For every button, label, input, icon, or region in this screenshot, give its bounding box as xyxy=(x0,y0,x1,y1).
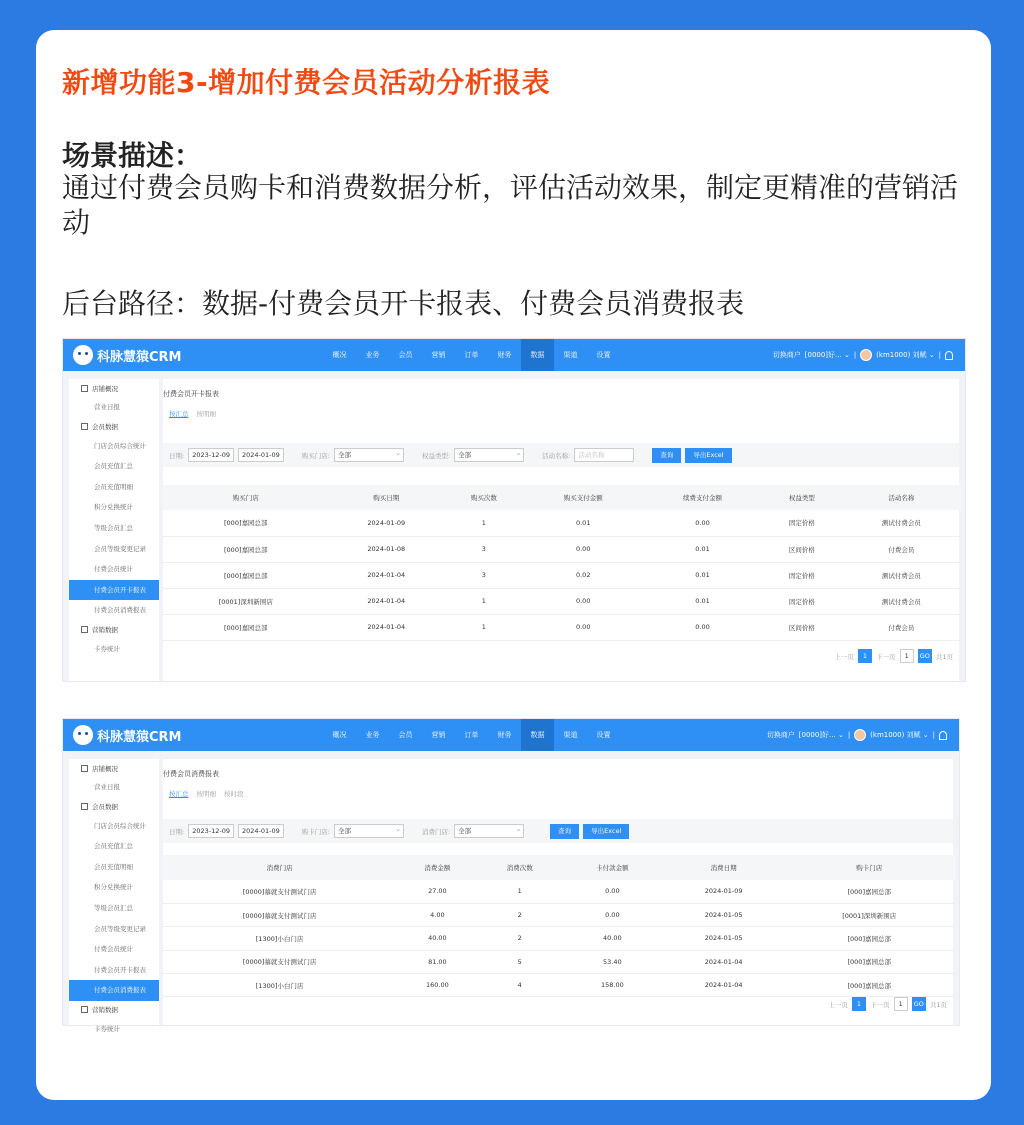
sidebar-item[interactable]: 卡券统计 xyxy=(94,644,120,653)
table-cell: 5 xyxy=(479,950,561,973)
user-menu[interactable]: (km1000) 刘赋 ⌄ xyxy=(876,351,935,359)
date-to-input[interactable]: 2024-01-09 xyxy=(238,824,284,838)
column-header[interactable]: 消费次数 xyxy=(479,855,561,880)
export-button[interactable]: 导出Excel xyxy=(583,824,629,839)
sidebar-item[interactable]: 会员充值汇总 xyxy=(94,842,133,851)
column-header[interactable]: 续费支付金额 xyxy=(643,485,762,510)
table-cell: 81.00 xyxy=(396,950,478,973)
sidebar-item[interactable]: 会员充值明细 xyxy=(94,482,133,491)
type-label: 权益类型: xyxy=(421,451,451,460)
sidebar-item[interactable]: 会员充值汇总 xyxy=(94,462,133,471)
report-content xyxy=(163,379,959,681)
page-number[interactable]: 1 xyxy=(852,997,866,1011)
table-cell: 2024-01-04 xyxy=(329,562,445,588)
divider: | xyxy=(932,731,935,739)
table-cell: 2024-01-04 xyxy=(664,974,784,997)
nav-item[interactable]: 会员 xyxy=(398,351,413,359)
table-row xyxy=(163,562,961,588)
sidebar-group[interactable] xyxy=(69,1001,159,1019)
screenshot-open-card-report xyxy=(62,338,966,682)
export-button[interactable]: 导出Excel xyxy=(685,448,731,463)
table-cell: 0.00 xyxy=(561,880,664,903)
date-to-input[interactable]: 2024-01-09 xyxy=(238,448,284,462)
date-from-input[interactable]: 2023-12-09 xyxy=(188,448,234,462)
table-cell: 2024-01-09 xyxy=(329,510,445,536)
backend-path: 后台路径：数据-付费会员开卡报表、付费会员消费报表 xyxy=(62,287,745,320)
table-cell: 0.01 xyxy=(643,588,762,614)
top-right-tools xyxy=(773,339,953,371)
menu-group-icon xyxy=(81,803,88,810)
table-cell: 0.00 xyxy=(524,536,643,562)
table-cell: 0.00 xyxy=(561,903,664,926)
next-page[interactable]: 下一页 xyxy=(870,1000,890,1009)
menu-group-icon xyxy=(81,765,88,772)
sidebar-item[interactable]: 付费会员统计 xyxy=(94,945,133,954)
sidebar-group-label: 会员数据 xyxy=(92,803,118,812)
sidebar-item[interactable]: 等级会员汇总 xyxy=(94,523,133,532)
sidebar-item[interactable]: 会员充值明细 xyxy=(94,862,133,871)
sidebar-group[interactable] xyxy=(69,759,159,777)
nav-item[interactable]: 设置 xyxy=(596,351,611,359)
consume-store-label: 消费门店: xyxy=(421,827,451,836)
table-cell: 0.02 xyxy=(524,562,643,588)
scene-description: 通过付费会员购卡和消费数据分析，评估活动效果，制定更精准的营销活动 xyxy=(62,171,959,239)
table-cell: 40.00 xyxy=(561,927,664,950)
table-cell: 4 xyxy=(479,974,561,997)
menu-group-icon xyxy=(81,1006,88,1013)
divider: | xyxy=(847,731,851,739)
table-cell: [000]嘉园总部 xyxy=(784,880,956,903)
sidebar-group-label: 店铺概况 xyxy=(92,764,118,773)
table-cell: [0000]慕就支付测试门店 xyxy=(163,950,396,973)
tab-detail[interactable]: 按明细 xyxy=(196,410,216,418)
tab-period[interactable]: 按时段 xyxy=(224,790,244,798)
merchant-select[interactable]: [0000]好... ⌄ xyxy=(798,731,844,739)
page-input[interactable]: 1 xyxy=(894,997,908,1011)
page-title: 付费会员开卡报表 xyxy=(163,390,219,398)
table-cell: 0.00 xyxy=(643,510,762,536)
table-row xyxy=(163,588,961,614)
nav-item[interactable]: 订单 xyxy=(464,351,479,359)
filter-bar xyxy=(163,443,959,467)
table-cell: 区间价格 xyxy=(762,614,842,640)
table-row xyxy=(163,536,961,562)
type-select[interactable]: 全部 ⌄ xyxy=(454,448,524,462)
column-header[interactable]: 消费日期 xyxy=(664,855,784,880)
nav-item[interactable]: 营销 xyxy=(431,731,446,739)
page-total: 共1页 xyxy=(929,1000,947,1009)
bell-icon[interactable] xyxy=(945,351,953,360)
table-cell: 2 xyxy=(479,927,561,950)
sidebar-group[interactable] xyxy=(69,379,159,397)
page-number[interactable]: 1 xyxy=(858,649,872,663)
sidebar-group[interactable] xyxy=(69,418,159,436)
table-row xyxy=(163,950,955,973)
sidebar-item[interactable]: 营业日报 xyxy=(94,403,120,411)
sidebar-item[interactable]: 积分兑换统计 xyxy=(94,883,133,892)
table-cell: 3 xyxy=(444,562,524,588)
table-cell: [000]嘉园总部 xyxy=(784,974,956,997)
column-header[interactable]: 卡付款金额 xyxy=(561,855,664,880)
date-label: 日期: xyxy=(169,451,185,460)
table-row xyxy=(163,903,955,926)
sidebar-item[interactable]: 卡券统计 xyxy=(94,1024,120,1033)
column-header[interactable]: 购卡门店 xyxy=(784,855,956,880)
table-cell: 测试付费会员 xyxy=(842,510,961,536)
screenshot-consume-report xyxy=(62,718,960,1033)
feature-heading: 新增功能3-增加付费会员活动分析报表 xyxy=(62,66,551,99)
column-header[interactable]: 消费门店 xyxy=(163,855,396,880)
main-nav xyxy=(323,339,620,371)
divider: | xyxy=(938,351,941,359)
table-cell: 1 xyxy=(444,510,524,536)
sidebar-item[interactable]: 门店会员综合统计 xyxy=(94,441,146,450)
pagination xyxy=(834,649,953,663)
avatar[interactable] xyxy=(860,349,872,361)
table-cell: [000]嘉园总部 xyxy=(163,614,329,640)
table-cell: 53.40 xyxy=(561,950,664,973)
consume-store-select[interactable]: 全部 ⌄ xyxy=(454,824,524,838)
activity-input[interactable]: 活动名称 xyxy=(574,448,634,462)
column-header[interactable]: 购买日期 xyxy=(329,485,445,510)
store-select[interactable]: 全部 ⌄ xyxy=(334,448,404,462)
app-logo[interactable] xyxy=(63,725,213,745)
page-title: 付费会员消费报表 xyxy=(163,770,219,778)
column-header[interactable]: 购买支付金额 xyxy=(524,485,643,510)
table-cell: 160.00 xyxy=(396,974,478,997)
table-cell: [0001]深圳新围店 xyxy=(163,588,329,614)
sidebar-item[interactable]: 积分兑换统计 xyxy=(94,503,133,512)
nav-item[interactable]: 渠道 xyxy=(563,351,578,359)
nav-item[interactable]: 财务 xyxy=(497,351,512,359)
table-cell: 1 xyxy=(444,588,524,614)
menu-group-icon xyxy=(81,385,88,392)
report-tabs xyxy=(169,789,244,798)
table-cell: 2024-01-09 xyxy=(664,880,784,903)
sidebar-group[interactable] xyxy=(69,621,159,639)
divider: | xyxy=(853,351,857,359)
sidebar-item[interactable]: 付费会员开卡报表 xyxy=(69,580,159,601)
column-header[interactable]: 购买次数 xyxy=(444,485,524,510)
nav-item[interactable]: 营销 xyxy=(431,351,446,359)
table-cell: 测试付费会员 xyxy=(842,588,961,614)
table-cell: 2024-01-05 xyxy=(664,903,784,926)
open-card-table xyxy=(163,485,961,641)
table-cell: 付费会员 xyxy=(842,536,961,562)
body-area xyxy=(63,371,965,681)
query-button[interactable]: 查询 xyxy=(550,824,579,839)
activity-label: 活动名称: xyxy=(542,451,571,460)
table-cell: 固定价格 xyxy=(762,588,842,614)
tab-summary[interactable]: 按汇总 xyxy=(169,790,189,798)
table-cell: [000]嘉园总部 xyxy=(784,927,956,950)
table-cell: [0000]慕就支付测试门店 xyxy=(163,880,396,903)
top-navbar xyxy=(63,719,959,751)
report-tabs xyxy=(169,409,216,418)
body-area xyxy=(63,751,959,1033)
table-cell: [000]嘉园总部 xyxy=(784,950,956,973)
logo-text: 科脉慧猿CRM xyxy=(97,729,182,745)
table-cell: 1 xyxy=(479,880,561,903)
table-cell: 2024-01-04 xyxy=(329,614,445,640)
nav-item[interactable]: 概况 xyxy=(332,351,347,359)
sidebar-group-label: 营销数据 xyxy=(92,626,118,635)
top-right-tools xyxy=(767,719,947,751)
nav-item[interactable]: 会员 xyxy=(398,731,413,739)
table-cell: 0.00 xyxy=(524,588,643,614)
nav-item[interactable]: 渠道 xyxy=(563,731,578,739)
table-cell: [000]嘉园总部 xyxy=(163,562,329,588)
report-content xyxy=(163,759,953,1025)
sidebar-group-label: 店铺概况 xyxy=(92,384,118,393)
sidebar xyxy=(69,379,159,681)
store-select[interactable]: 全部 ⌄ xyxy=(334,824,404,838)
table-row xyxy=(163,880,955,903)
go-button[interactable]: GO xyxy=(918,649,932,663)
sidebar-item[interactable]: 付费会员统计 xyxy=(94,565,133,574)
table-cell: 0.00 xyxy=(524,614,643,640)
table-cell: [1300]小白门店 xyxy=(163,974,396,997)
top-navbar xyxy=(63,339,965,371)
sidebar-item[interactable]: 会员等级变更记录 xyxy=(94,544,146,553)
sidebar-group-label: 营销数据 xyxy=(92,1006,118,1015)
filter-bar xyxy=(163,819,953,843)
sidebar-item[interactable]: 门店会员综合统计 xyxy=(94,821,146,830)
menu-group-icon xyxy=(81,626,88,633)
table-cell: 158.00 xyxy=(561,974,664,997)
nav-item[interactable]: 数据 xyxy=(521,719,554,751)
sidebar-item[interactable]: 付费会员消费报表 xyxy=(94,606,146,615)
page-input[interactable]: 1 xyxy=(900,649,914,663)
main-nav xyxy=(323,719,620,751)
table-cell: 0.01 xyxy=(524,510,643,536)
sidebar-item[interactable]: 付费会员开卡报表 xyxy=(94,965,146,974)
app-logo[interactable] xyxy=(63,345,213,365)
tab-summary[interactable]: 按汇总 xyxy=(169,410,189,418)
sidebar-item[interactable]: 付费会员消费报表 xyxy=(69,980,159,1001)
sidebar-group-label: 会员数据 xyxy=(92,423,118,432)
table-cell: 付费会员 xyxy=(842,614,961,640)
table-cell: 0.01 xyxy=(643,562,762,588)
menu-group-icon xyxy=(81,423,88,430)
table-cell: 2024-01-05 xyxy=(664,927,784,950)
nav-item[interactable]: 数据 xyxy=(521,339,554,371)
consume-table xyxy=(163,855,955,997)
table-row xyxy=(163,510,961,536)
table-cell: 0.00 xyxy=(643,614,762,640)
table-row xyxy=(163,974,955,997)
store-label: 购卡门店: xyxy=(301,827,330,836)
nav-item[interactable]: 业务 xyxy=(365,731,380,739)
switch-store-link[interactable]: 切换商户 xyxy=(766,731,795,739)
table-cell: 2 xyxy=(479,903,561,926)
user-menu[interactable]: (km1000) 刘赋 ⌄ xyxy=(870,731,929,739)
sidebar-item[interactable]: 会员等级变更记录 xyxy=(94,924,146,933)
nav-item[interactable]: 订单 xyxy=(464,731,479,739)
column-header[interactable]: 权益类型 xyxy=(762,485,842,510)
nav-item[interactable]: 财务 xyxy=(497,731,512,739)
table-cell: 4.00 xyxy=(396,903,478,926)
date-from-input[interactable]: 2023-12-09 xyxy=(188,824,234,838)
table-cell: 1 xyxy=(444,614,524,640)
table-cell: 2024-01-08 xyxy=(329,536,445,562)
column-header[interactable]: 消费金额 xyxy=(396,855,478,880)
table-row xyxy=(163,927,955,950)
logo-text: 科脉慧猿CRM xyxy=(97,349,182,365)
table-cell: 固定价格 xyxy=(762,510,842,536)
column-header[interactable]: 购买门店 xyxy=(163,485,329,510)
scene-label: 场景描述： xyxy=(62,139,203,172)
table-row xyxy=(163,614,961,640)
table-cell: 40.00 xyxy=(396,927,478,950)
table-cell: [0001]深圳新围店 xyxy=(784,903,956,926)
table-cell: [000]嘉园总部 xyxy=(163,510,329,536)
logo-icon xyxy=(73,725,93,745)
table-cell: 27.00 xyxy=(396,880,478,903)
table-cell: [000]嘉园总部 xyxy=(163,536,329,562)
nav-item[interactable]: 概况 xyxy=(332,731,347,739)
date-label: 日期: xyxy=(169,827,185,836)
sidebar-group[interactable] xyxy=(69,798,159,816)
switch-store-link[interactable]: 切换商户 xyxy=(772,351,801,359)
nav-item[interactable]: 业务 xyxy=(365,351,380,359)
table-cell: [0000]慕就支付测试门店 xyxy=(163,903,396,926)
merchant-select[interactable]: [0000]好... ⌄ xyxy=(804,351,850,359)
sidebar xyxy=(69,759,159,1033)
table-cell: 固定价格 xyxy=(762,562,842,588)
nav-item[interactable]: 设置 xyxy=(596,731,611,739)
page-total: 共1页 xyxy=(935,652,953,661)
table-cell: 0.01 xyxy=(643,536,762,562)
table-cell: 测试付费会员 xyxy=(842,562,961,588)
bell-icon[interactable] xyxy=(939,731,947,740)
table-cell: [1300]小白门店 xyxy=(163,927,396,950)
table-cell: 3 xyxy=(444,536,524,562)
prev-page[interactable]: 上一页 xyxy=(828,1000,848,1009)
go-button[interactable]: GO xyxy=(912,997,926,1011)
table-cell: 2024-01-04 xyxy=(664,950,784,973)
tab-detail[interactable]: 按明细 xyxy=(196,790,216,798)
sidebar-item[interactable]: 营业日报 xyxy=(94,783,120,791)
store-label: 购买门店: xyxy=(301,451,330,460)
query-button[interactable]: 查询 xyxy=(652,448,681,463)
logo-icon xyxy=(73,345,93,365)
table-cell: 2024-01-04 xyxy=(329,588,445,614)
table-cell: 区间价格 xyxy=(762,536,842,562)
next-page[interactable]: 下一页 xyxy=(876,652,896,661)
prev-page[interactable]: 上一页 xyxy=(834,652,854,661)
column-header[interactable]: 活动名称 xyxy=(842,485,961,510)
sidebar-item[interactable]: 等级会员汇总 xyxy=(94,903,133,912)
avatar[interactable] xyxy=(854,729,866,741)
pagination xyxy=(828,997,947,1011)
